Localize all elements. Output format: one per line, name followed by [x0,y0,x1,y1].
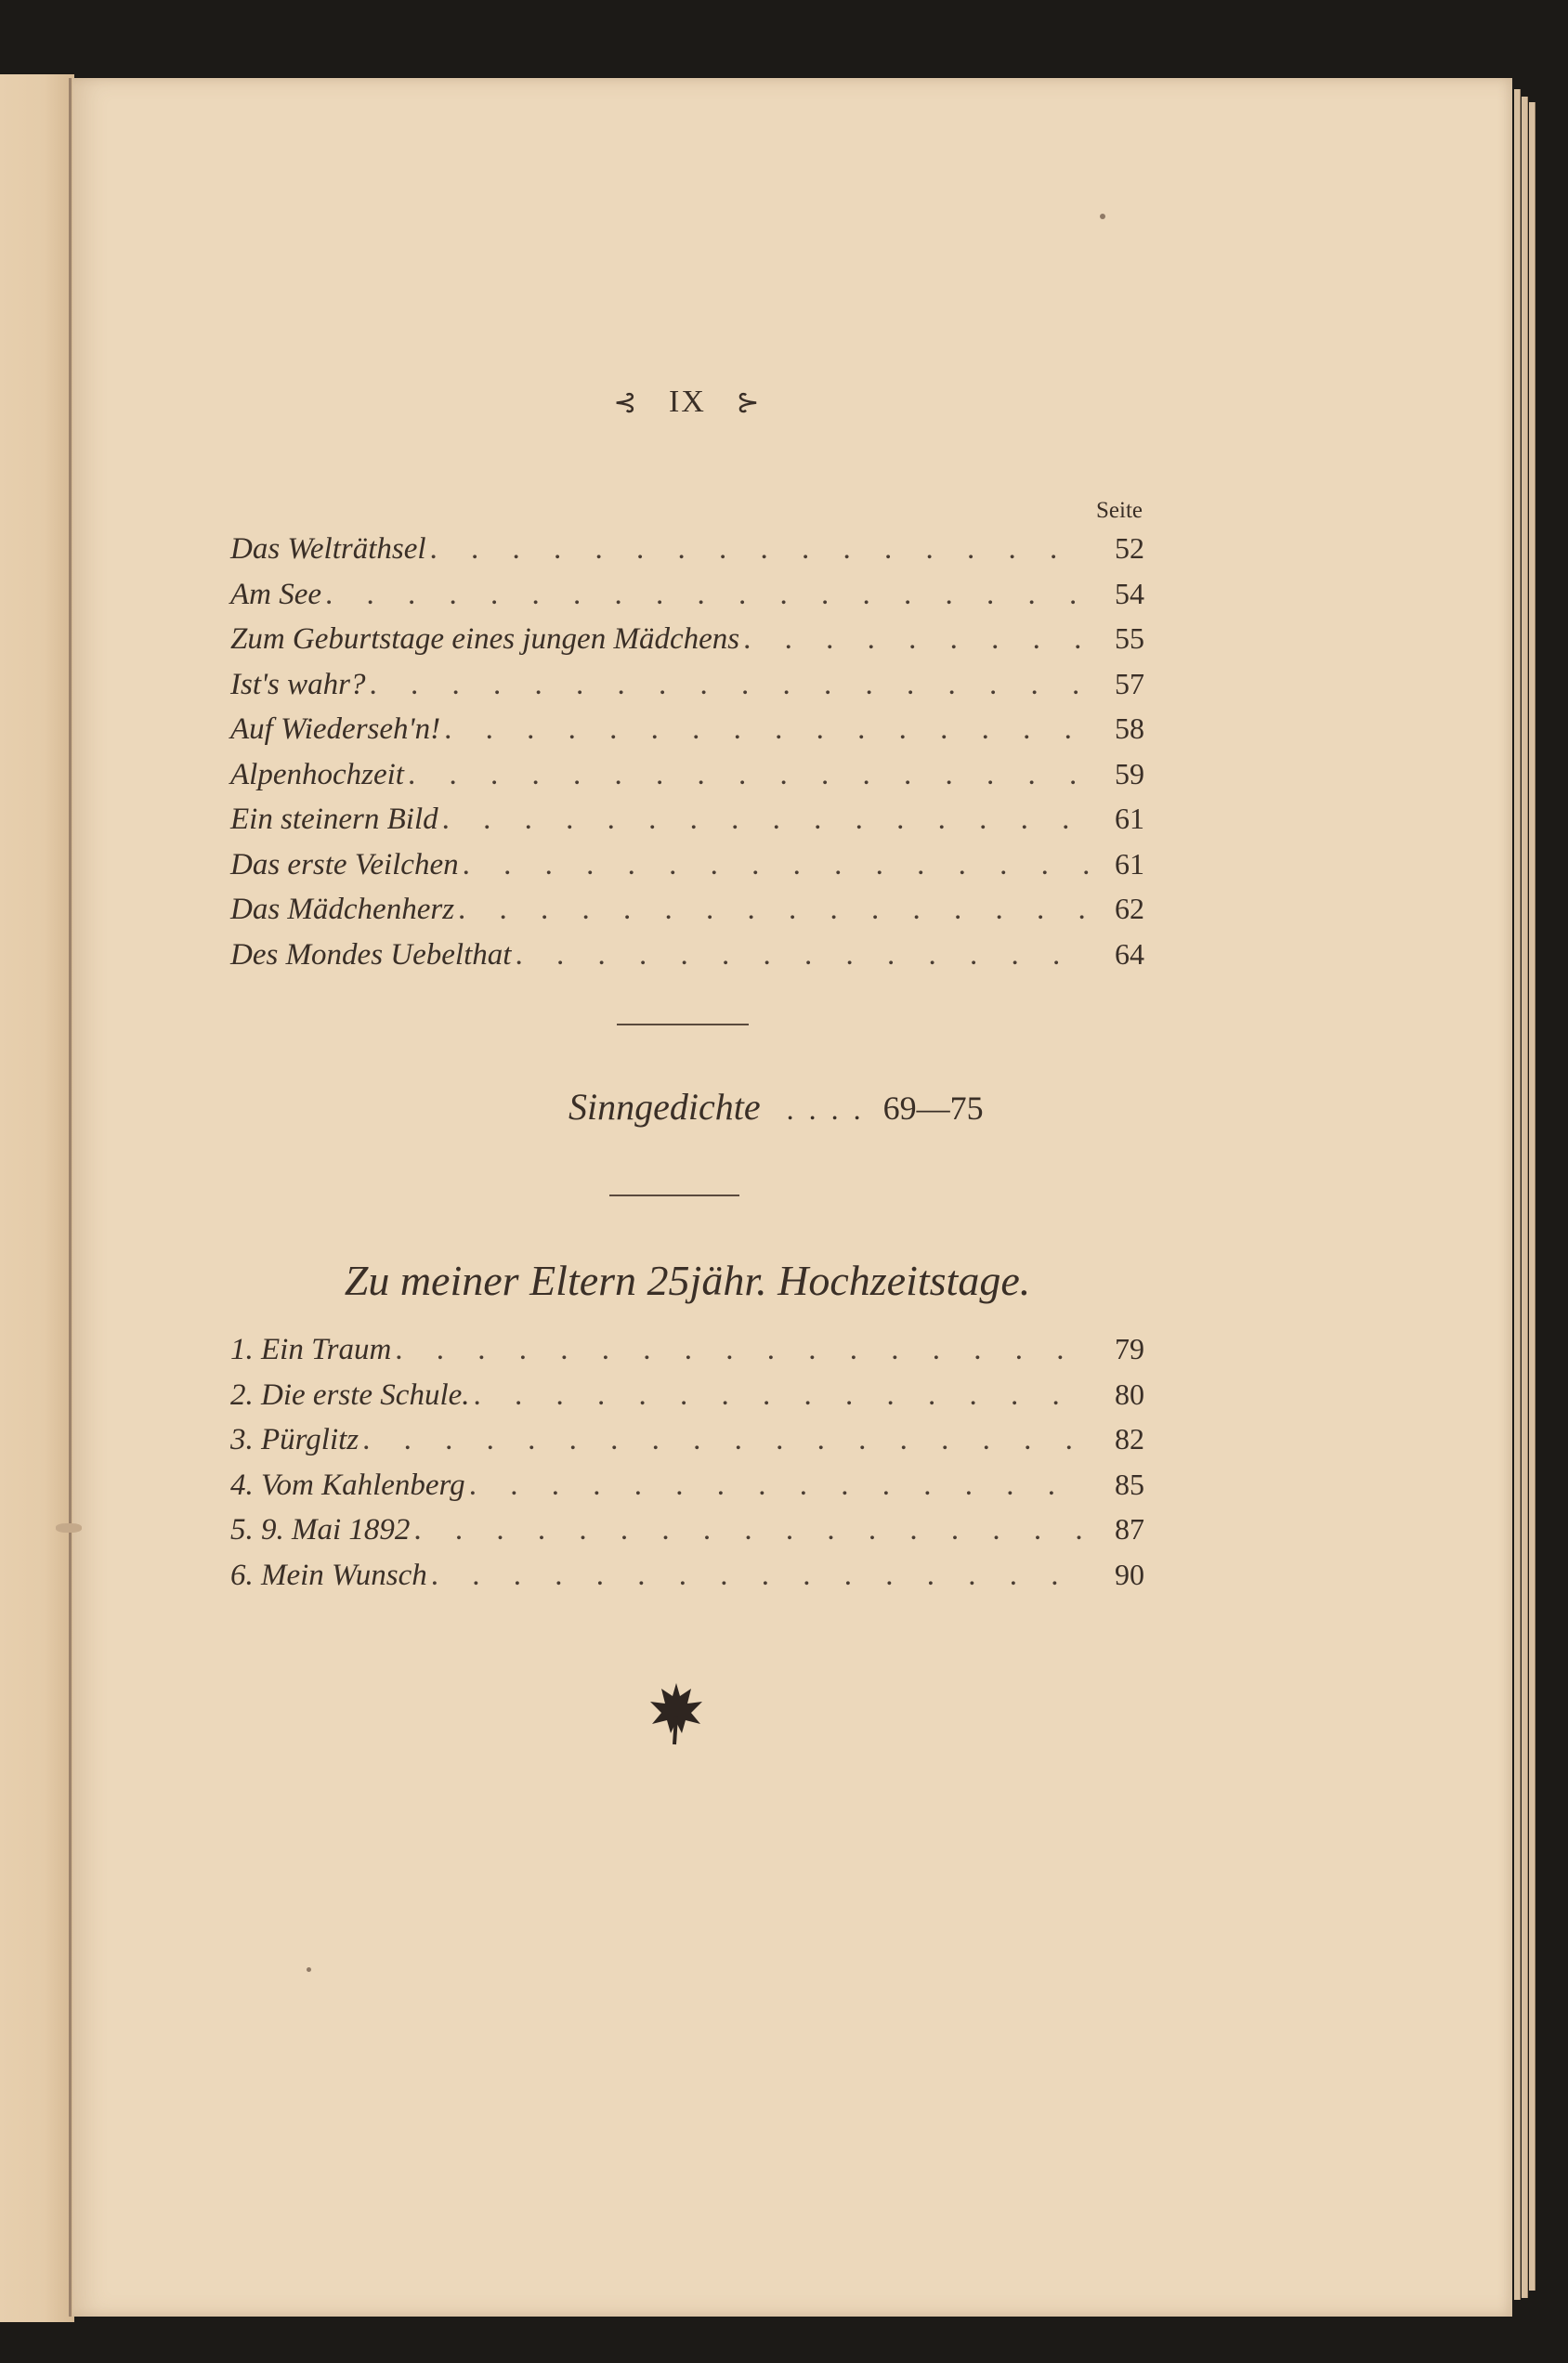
page-edge [1514,89,1521,2300]
leader-dots: .... [786,1092,876,1126]
toc-entry-page: 80 [1115,1377,1144,1411]
leader-dots [395,1333,1089,1367]
leader-dots [463,848,1089,882]
gutter [69,78,72,2317]
toc-entry-title: Des Mondes Uebelthat [230,937,512,972]
divider-rule [617,1024,749,1025]
toc-entry [230,667,1144,712]
leader-dots [458,893,1089,927]
leader-dots [515,938,1089,973]
toc-entry [230,621,1144,667]
leader-dots [442,803,1089,837]
toc-entry-title: Ist's wahr? [230,667,366,701]
toc-entry-title: Das Welträthsel [230,532,426,566]
toc-entry-page: 85 [1115,1467,1144,1501]
toc-entry-page: 57 [1115,666,1144,700]
toc-entry [230,712,1144,757]
toc-entry [230,802,1144,847]
toc-entry-title: 2. Die erste Schule. [230,1377,470,1412]
toc-entry [230,531,1144,577]
leader-dots [444,712,1089,747]
toc-entry-title: 3. Pürglitz [230,1423,359,1456]
toc-entry [230,1332,1144,1377]
page-edge [1522,97,1528,2298]
toc-entry-title: 4. Vom Kahlenberg [230,1468,465,1502]
ornament-right-icon: ⊱ [736,387,762,418]
leader-dots [474,1378,1089,1413]
toc-entry-page: 87 [1115,1512,1144,1546]
toc-entry-title: Ein steinern Bild [230,803,438,836]
toc-entry [230,892,1144,937]
toc-entry-title: Das Mädchenherz [230,893,455,926]
sinngedichte-label: Sinngedichte [568,1086,761,1128]
toc-entry-page: 55 [1115,621,1144,655]
page-edge [1529,102,1535,2291]
toc-entry-title: Alpenhochzeit [230,757,404,791]
toc-main [230,531,1144,982]
toc-entry-title: 1. Ein Traum [230,1333,392,1366]
toc-entry-page: 58 [1115,712,1144,745]
sinngedichte-pages: 69—75 [882,1090,984,1127]
paper-speck [1100,214,1105,219]
leader-dots [431,1559,1089,1593]
toc-entry [230,757,1144,803]
paper-stain [56,1523,82,1533]
leader-dots [743,622,1089,657]
toc-entry [230,847,1144,893]
toc-entry [230,1512,1144,1558]
divider-rule [609,1195,739,1196]
column-label: Seite [1096,498,1143,523]
toc-entry [230,1422,1144,1468]
toc-entry-page: 64 [1115,936,1144,971]
toc-entry [230,937,1144,983]
toc-entry-title: Am See [230,577,322,611]
left-page-edge [0,74,74,2322]
toc-section [230,1332,1144,1602]
ornament-left-icon: ⊰ [613,387,639,418]
toc-entry-page: 82 [1115,1422,1144,1456]
toc-entry-title: 5. 9. Mai 1892 [230,1513,411,1547]
page-header [557,385,817,420]
toc-entry-page: 79 [1115,1332,1144,1365]
toc-entry-title: Zum Geburtstage eines jungen Mädchens [230,622,740,656]
toc-entry-page: 61 [1115,802,1144,835]
leader-dots [430,532,1089,567]
leader-dots [408,758,1089,792]
toc-entry-page: 90 [1115,1557,1144,1591]
toc-entry-page: 62 [1115,892,1144,925]
leaf-ornament-icon [647,1679,706,1746]
toc-entry-page: 52 [1115,531,1144,565]
leader-dots [325,578,1089,612]
toc-entry-page: 59 [1115,756,1144,790]
leader-dots [362,1423,1089,1457]
leader-dots [370,668,1089,702]
leader-dots [469,1469,1089,1503]
page-number: IX [669,385,706,419]
toc-entry [230,1377,1144,1423]
section-heading: Zu meiner Eltern 25jähr. Hochzeitstage. [344,1257,1031,1304]
toc-entry [230,1558,1144,1603]
toc-entry-title: Das erste Veilchen [230,847,459,881]
toc-entry-page: 61 [1115,846,1144,881]
toc-entry-title: Auf Wiederseh'n! [230,712,441,746]
toc-entry [230,1468,1144,1513]
toc-entry-title: 6. Mein Wunsch [230,1558,427,1592]
paper-speck [307,1967,311,1972]
toc-entry [230,577,1144,622]
toc-entry-page: 54 [1115,576,1144,610]
sinngedichte-entry [568,1085,1144,1129]
leader-dots [413,1513,1089,1547]
